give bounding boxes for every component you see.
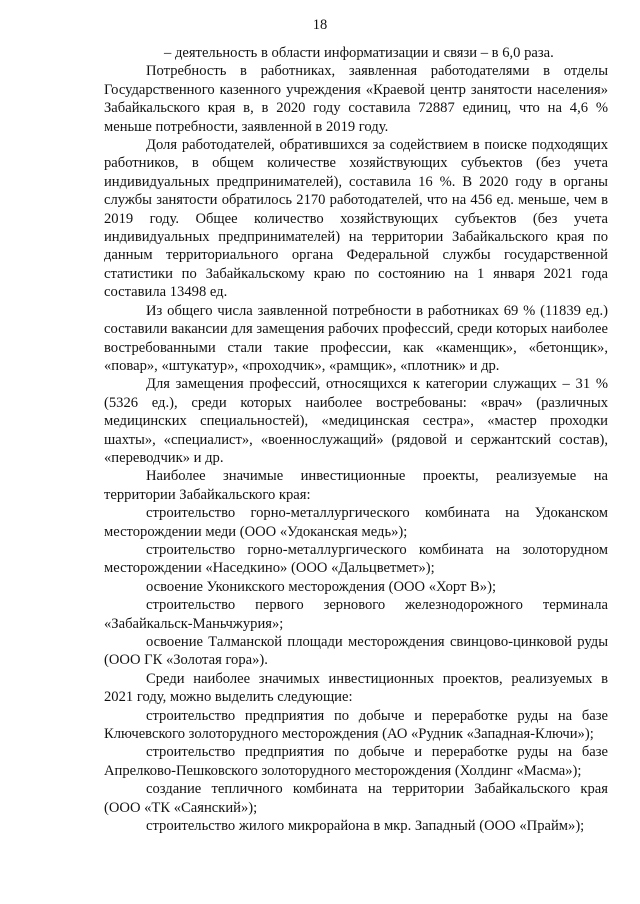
list-item-nasedkino: строительство горно-металлургического комбината на золоторудном месторождении «Наседкино» (ООО «Дальцветмет»); xyxy=(104,541,608,577)
paragraph-2021-projects-intro: Среди наиболее значимых инвестиционных проектов, реализуемых в 2021 году, можно выделить следующие: xyxy=(104,670,608,706)
page-number: 18 xyxy=(312,17,328,33)
list-item-residential: строительство жилого микрорайона в мкр. Западный (ООО «Прайм»); xyxy=(146,818,585,835)
list-item-udokan: строительство горно-металлургического комбината на Удоканском месторождении меди (ООО «Удоканская медь»); xyxy=(104,505,608,540)
paragraph-investment-projects-intro: Наиболее значимые инвестиционные проекты, реализуемые на территории Забайкальского края: xyxy=(104,468,608,503)
list-item-aprelkovo: строительство предприятия по добыче и переработке руды на базе Апрелково-Пешковского золоторудного месторождения (Холдинг «Масма»); xyxy=(104,744,608,779)
paragraph-employer-share: Доля работодателей, обратившихся за содействием в поиске подходящих работников, в общем количестве хозяйствующих субъектов (без учета индивидуальных предпринимателей), составила 16 %. В 2020 году в органы службы занятости обратилось 2170 работодателей, что на 456 ед. меньше, чем в 2019 году. Общее количество хозяйствующих субъектов (без учета индивидуальных предпринимателей) на территории Забайкальского края по данным территориального органа Федеральной службы государственной статистики по Забайкальскому краю по состоянию на 1 января 2021 года составила 13498 ед. xyxy=(104,137,608,301)
list-item-grain-terminal: строительство первого зернового железнодорожного терминала «Забайкальск-Маньчжурия»; xyxy=(104,597,608,632)
list-item-ukoniksky: освоение Уконикского месторождения (ООО «Хорт В»); xyxy=(146,578,497,595)
document-body xyxy=(104,44,608,835)
paragraph-employee-vacancies: Для замещения профессий, относящихся к категории служащих – 31 % (5326 ед.), среди которых наиболее востребованы: «врач» (различных медицинских специальностей), «медицинская сестра», «мастер проходки шахты», «специалист», «военнослужащий» (рядовой и сержантский состав), «переводчик» и др. xyxy=(104,376,608,466)
list-item-talmanskaya: освоение Талманской площади месторождения свинцово-цинковой руды (ООО ГК «Золотая гора»). xyxy=(104,634,608,669)
paragraph-worker-demand: Потребность в работниках, заявленная работодателями в отделы Государственного казенного учреждения «Краевой центр занятости населения» Забайкальского края в, в 2020 году составила 72887 единиц, что на 4,6 % меньше потребности, заявленной в 2019 году. xyxy=(104,63,608,135)
paragraph-bullet-it: – деятельность в области информатизации и связи – в 6,0 раза. xyxy=(164,45,554,61)
list-item-greenhouse: создание тепличного комбината на территории Забайкальского края (ООО «ТК «Саянский»); xyxy=(104,781,608,816)
paragraph-worker-vacancies: Из общего числа заявленной потребности в работниках 69 % (11839 ед.) составили вакансии для замещения рабочих профессий, среди которых наиболее востребованными стали такие профессии, как «каменщик», «бетонщик», «повар», «штукатур», «проходчик», «рамщик», «плотник» и др. xyxy=(104,302,608,374)
list-item-klyuchevskoe: строительство предприятия по добыче и переработке руды на базе Ключевского золоторудного месторождения (АО «Рудник «Западная-Ключи»); xyxy=(104,707,608,743)
